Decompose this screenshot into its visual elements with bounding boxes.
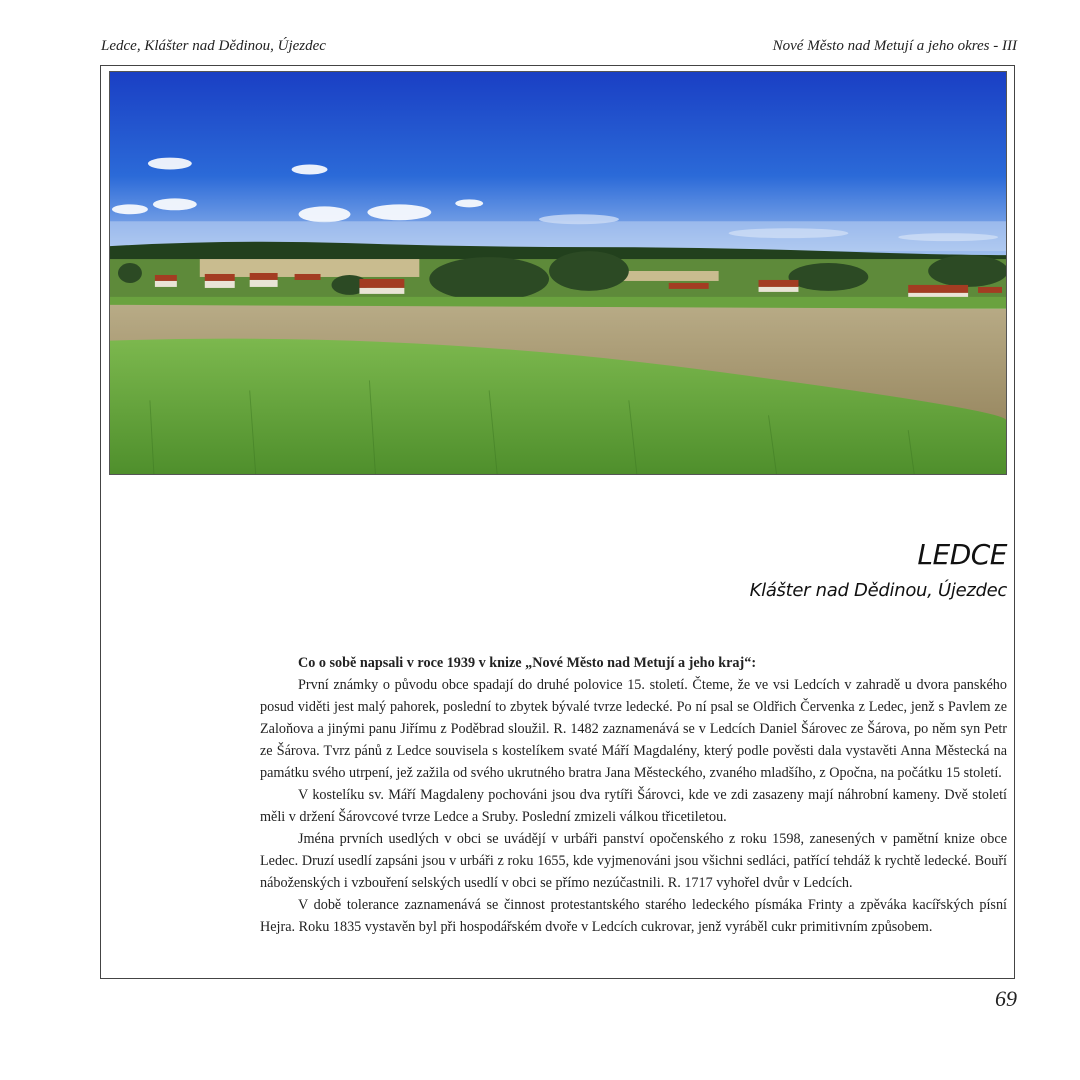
article-paragraph: V době tolerance zaznamenává se činnost protestantského starého ledeckého písmáka Frinty a zpěváka kacířských písní Hejra. Roku 1835 vystavěn byl při hospodářském dvoře v Ledcích cukrovar, jenž vyráběl cukr primitivním způsobem. [260, 897, 1007, 935]
article-paragraph: První známky o původu obce spadají do druhé polovice 15. století. Čteme, že ve vsi Ledcích v zahradě u dvora panského posud viděti jest malý pahorek, poslední to zbytek bývalé tvrze ledecké. Po ní psal se Oldřich Červenka z Ledec, jenž s Pavlem ze Zaloňova a jinými panu Jiřímu z Poděbrad sloužil. R. 1482 zaznamenává se v Ledcích Daniel Šárovec ze Šárova, po něm syn Petr ze Šárova. Tvrz pánů z Ledce souvisela s kostelíkem svaté Máří Magdalény, který podle pověsti dala vystavěti Anna Městecká na památku svého utrpení, jež zažila od svého ukrutného bratra Jana Městeckého, zvaného mladšího, z Opočna, na počátku 15 století. [260, 677, 1007, 781]
page-title: LEDCE [917, 538, 1007, 571]
running-head-left: Ledce, Klášter nad Dědinou, Újezdec [101, 38, 326, 54]
landscape-illustration [110, 72, 1006, 474]
page-number: 69 [995, 986, 1017, 1011]
article-lead: Co o sobě napsali v roce 1939 v knize „Nové Město nad Metují a jeho kraj“: [298, 655, 757, 671]
article-paragraph: V kostelíku sv. Máří Magdaleny pochováni jsou dva rytíři Šárovci, kde ve zdi zasazeny mají náhrobní kameny. Dvě století měli v držení Šárovcové tvrze Ledce a Sruby. Poslední zmizeli válkou třicetiletou. [260, 787, 1007, 825]
landscape-photo [109, 71, 1007, 475]
page-subtitle: Klášter nad Dědinou, Újezdec [749, 580, 1007, 601]
article-body [260, 652, 1007, 938]
running-head-right: Nové Město nad Metují a jeho okres - III [772, 38, 1017, 54]
article-paragraph: Jména prvních usedlých v obci se uvádějí v urbáři panství opočenského z roku 1598, zanesených v pamětní knize obce Ledec. Druzí usedlí zapsáni jsou v urbáři z roku 1655, kde vyjmenováni jsou všichni sedláci, patřící tehdáž k rychtě ledecké. Bouří náboženských i vzbouření selských usedlí v obci se přímo nezúčastnili. R. 1717 vyhořel dvůr v Ledcích. [260, 831, 1007, 891]
